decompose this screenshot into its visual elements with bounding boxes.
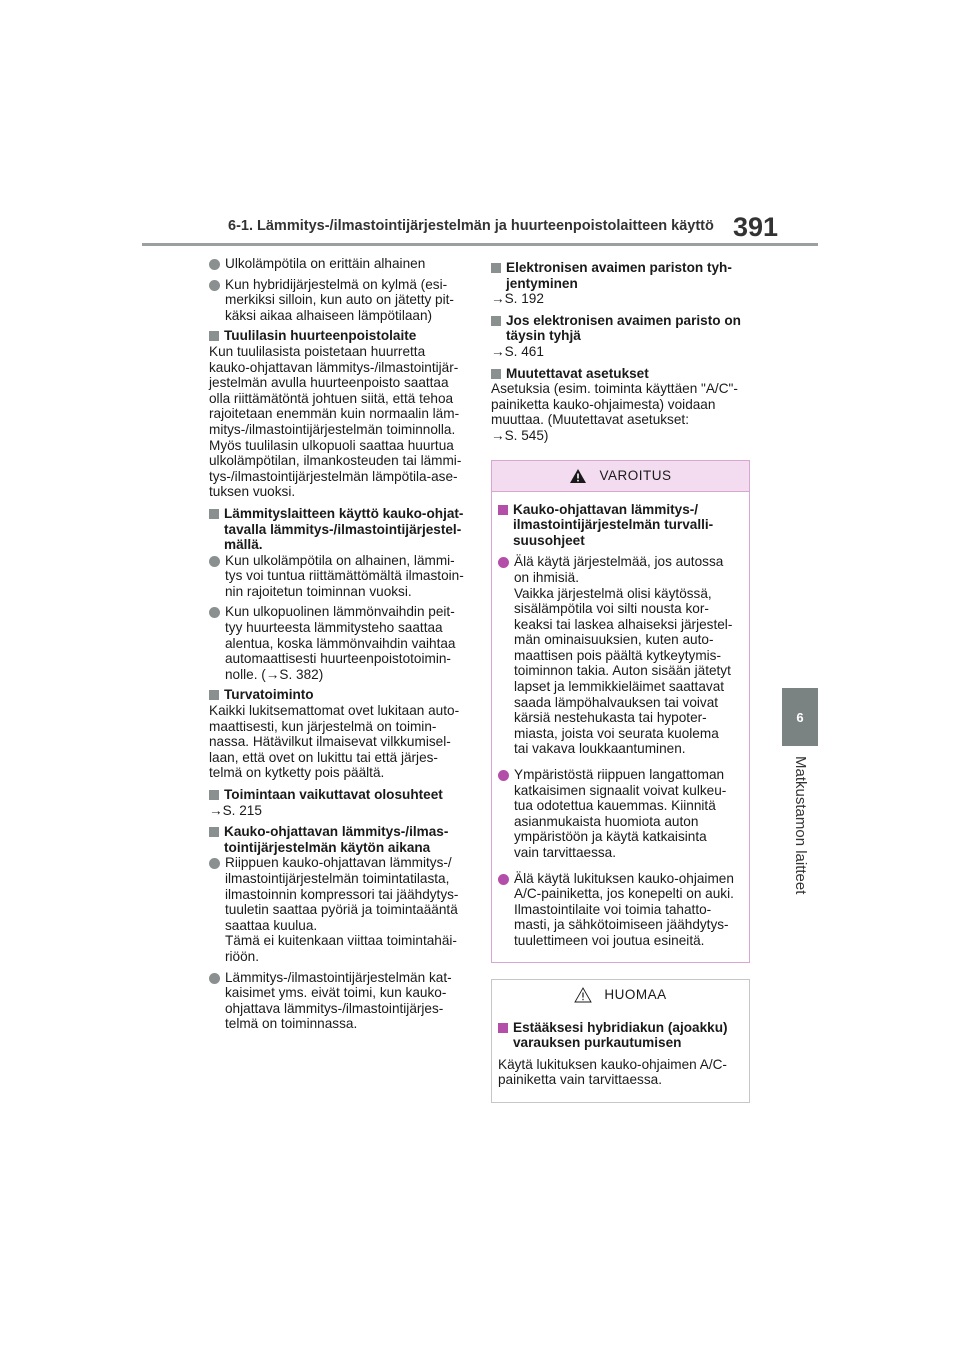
paragraph: Kaikki lukitsemattomat ovet lukitaan auto- maattisesti, kun järjestelmä on toimin- nassa. Hätävilkut ilmaisevat vilkkumisel- laan, että ovet on lukittu tai että järjes- telmä on kytketty pois päältä.: [209, 703, 460, 781]
section-heading: [209, 824, 466, 855]
section-heading: [491, 260, 750, 291]
page-reference: →S. 461: [491, 343, 544, 359]
bullet-text: Kun ulkolämpötila on alhainen, lämmi- tys voi tuntua riittämättömältä ilmastoin- nin rajoitetun toiminnan vuoksi.: [225, 552, 464, 599]
heading-text: Tuulilasin huurteenpoistolaite: [224, 328, 417, 344]
bullet-text: Riippuen kauko-ohjattavan lämmitys-/ ilmastointijärjestelmän toimintatilasta, ilmastoinnin kompressori tai jäähdytys- tuuletin saattaa pyöriä ja toimintaääntä saattaa kuulua. Tämä ei kuitenkaan viittaa toimintahäi- riöön.: [225, 855, 459, 964]
paragraph: Kun tuulilasista poistetaan huurretta kauko-ohjattavan lämmitys-/ilmastointijär- jestelmän avulla huurteenpoisto saattaa olla riittämätöntä johtuen siitä, että tehoa rajoitetaan enemmän kuin normaalin läm- mitys-/ilmastointijärjestelmän toiminnolla. Myös tuulilasin ulkopuoli saattaa huurtua ulkolämpötilan, ilmankosteuden tai lämmi- tys-/ilmastointijärjestelmän lämpötila-ase- tuksen vuoksi.: [209, 343, 462, 500]
heading-text: Elektronisen avaimen pariston tyh- jentyminen: [506, 260, 732, 291]
bullet-item: [209, 256, 466, 272]
warning-box: [491, 460, 750, 963]
heading-text: Toimintaan vaikuttavat olosuhteet: [224, 787, 443, 802]
heading-text: Jos elektronisen avaimen paristo on täysin tyhjä: [506, 312, 741, 344]
bullet-text: Ulkolämpötila on erittäin alhainen: [225, 256, 426, 271]
chapter-label: Matkustamon laitteet: [792, 756, 809, 895]
section-title: 6-1. Lämmitys-/ilmastointijärjestelmän ja huurteenpoistolaitteen käyttö: [228, 218, 714, 234]
bullet-text: Älä käytä järjestelmää, jos autossa on ihmisiä. Vaikka järjestelmä olisi käytössä, sisälämpötila voi silti nousta kor- keaksi tai laskea alhaiseksi järjestel- män ominaisuuksien, kuten auto- maattisen pois päältä kytkeytymis- toiminnon takia. Auton sisään jätetyt lapset ja lemmikkieläimet saattavat saada lämpöhalvauksen tai voivat kärsiä nestehukasta tai hypoter- miasta, joista voi seurata kuolema tai vakava loukkaantuminen.: [514, 554, 733, 757]
bullet-text: Älä käytä lukituksen kauko-ohjaimen A/C-painiketta, jos konepelti on auki. Ilmastointilaite voi toimia tahatto- masti, ja sähkötoimiseen jäähdytys- tuulettimeen voi joutua esineitä.: [514, 870, 734, 948]
section-heading: [491, 313, 750, 344]
bullet-text: Lämmitys-/ilmastointijärjestelmän kat- kaisimet yms. eivät toimi, kun kauko- ohjattava lämmitys-/ilmastointijärjes- telmä on toiminnassa.: [225, 969, 452, 1032]
bullet-item: [209, 604, 466, 682]
bullet-text: Ympäristöstä riippuen langattoman katkaisimen signaalit voivat kulkeu- tua odotettua kauemmas. Kiinnitä asianmukaista huomiota auton ympäristöön ja käytä katkaisinta vain tarvittaessa.: [514, 767, 727, 860]
heading-text: Kauko-ohjattavan lämmitys-/ ilmastointijärjestelmän turvalli- suusohjeet: [513, 501, 714, 548]
bullet-item: [209, 855, 466, 964]
notice-title: HUOMAA: [604, 986, 667, 1002]
section-heading: [209, 506, 466, 553]
bullet-item: [209, 277, 466, 324]
section-heading: [498, 502, 741, 549]
notice-body: [492, 1010, 749, 1102]
heading-text: Muutettavat asetukset: [506, 365, 649, 381]
chapter-tab: 6: [782, 688, 818, 746]
heading-text: Kauko-ohjattavan lämmitys-/ilmas- tointijärjestelmän käytön aikana: [224, 824, 449, 855]
caution-icon: [574, 987, 592, 1003]
warning-body: [492, 492, 749, 962]
bullet-text: Kun hybridijärjestelmä on kylmä (esi- merkiksi silloin, kun auto on jätetty pit- käksi aikaa alhaiseen lämpötilaan): [225, 276, 454, 323]
bullet-text: Kun ulkopuolinen lämmönvaihdin peit- tyy huurteesta lämmitysteho saattaa alentua, koska lämmönvaihdin vaihtaa automaattisesti huurteenpoistotoimin- nolle. (→S. 382): [225, 604, 456, 682]
bullet-item: [498, 767, 741, 861]
paragraph: Asetuksia (esim. toiminta käyttäen "A/C"- painiketta kauko-ohjaimesta) voidaan muuttaa. (Muutettavat asetukset: →S. 545): [491, 381, 738, 443]
page-number: 391: [733, 212, 779, 242]
page-reference: →S. 215: [209, 802, 262, 818]
notice-header: [492, 980, 749, 1010]
section-heading: [209, 687, 466, 703]
paragraph: Käytä lukituksen kauko-ohjaimen A/C- painiketta vain tarvittaessa.: [498, 1056, 727, 1088]
header-divider: [142, 243, 818, 246]
warning-header: [492, 461, 749, 492]
warning-title: VAROITUS: [599, 467, 672, 483]
bullet-item: [209, 970, 466, 1032]
heading-text: Turvatoiminto: [224, 687, 314, 703]
bullet-item: [498, 554, 741, 757]
page-reference: →S. 192: [491, 291, 544, 307]
notice-box: [491, 979, 750, 1103]
warning-icon: [569, 468, 587, 484]
bullet-item: [209, 553, 466, 600]
right-column: [491, 256, 750, 1103]
heading-text: Estääksesi hybridiakun (ajoakku) varauksen purkautumisen: [513, 1019, 728, 1051]
heading-text: Lämmityslaitteen käyttö kauko-ohjat- tavalla lämmitys-/ilmastointijärjestel- mällä.: [224, 505, 464, 553]
bullet-item: [498, 871, 741, 949]
left-column: [209, 256, 466, 1037]
section-heading: [498, 1020, 741, 1051]
section-heading: [209, 787, 466, 803]
section-heading: [209, 328, 466, 344]
section-heading: [491, 366, 750, 382]
